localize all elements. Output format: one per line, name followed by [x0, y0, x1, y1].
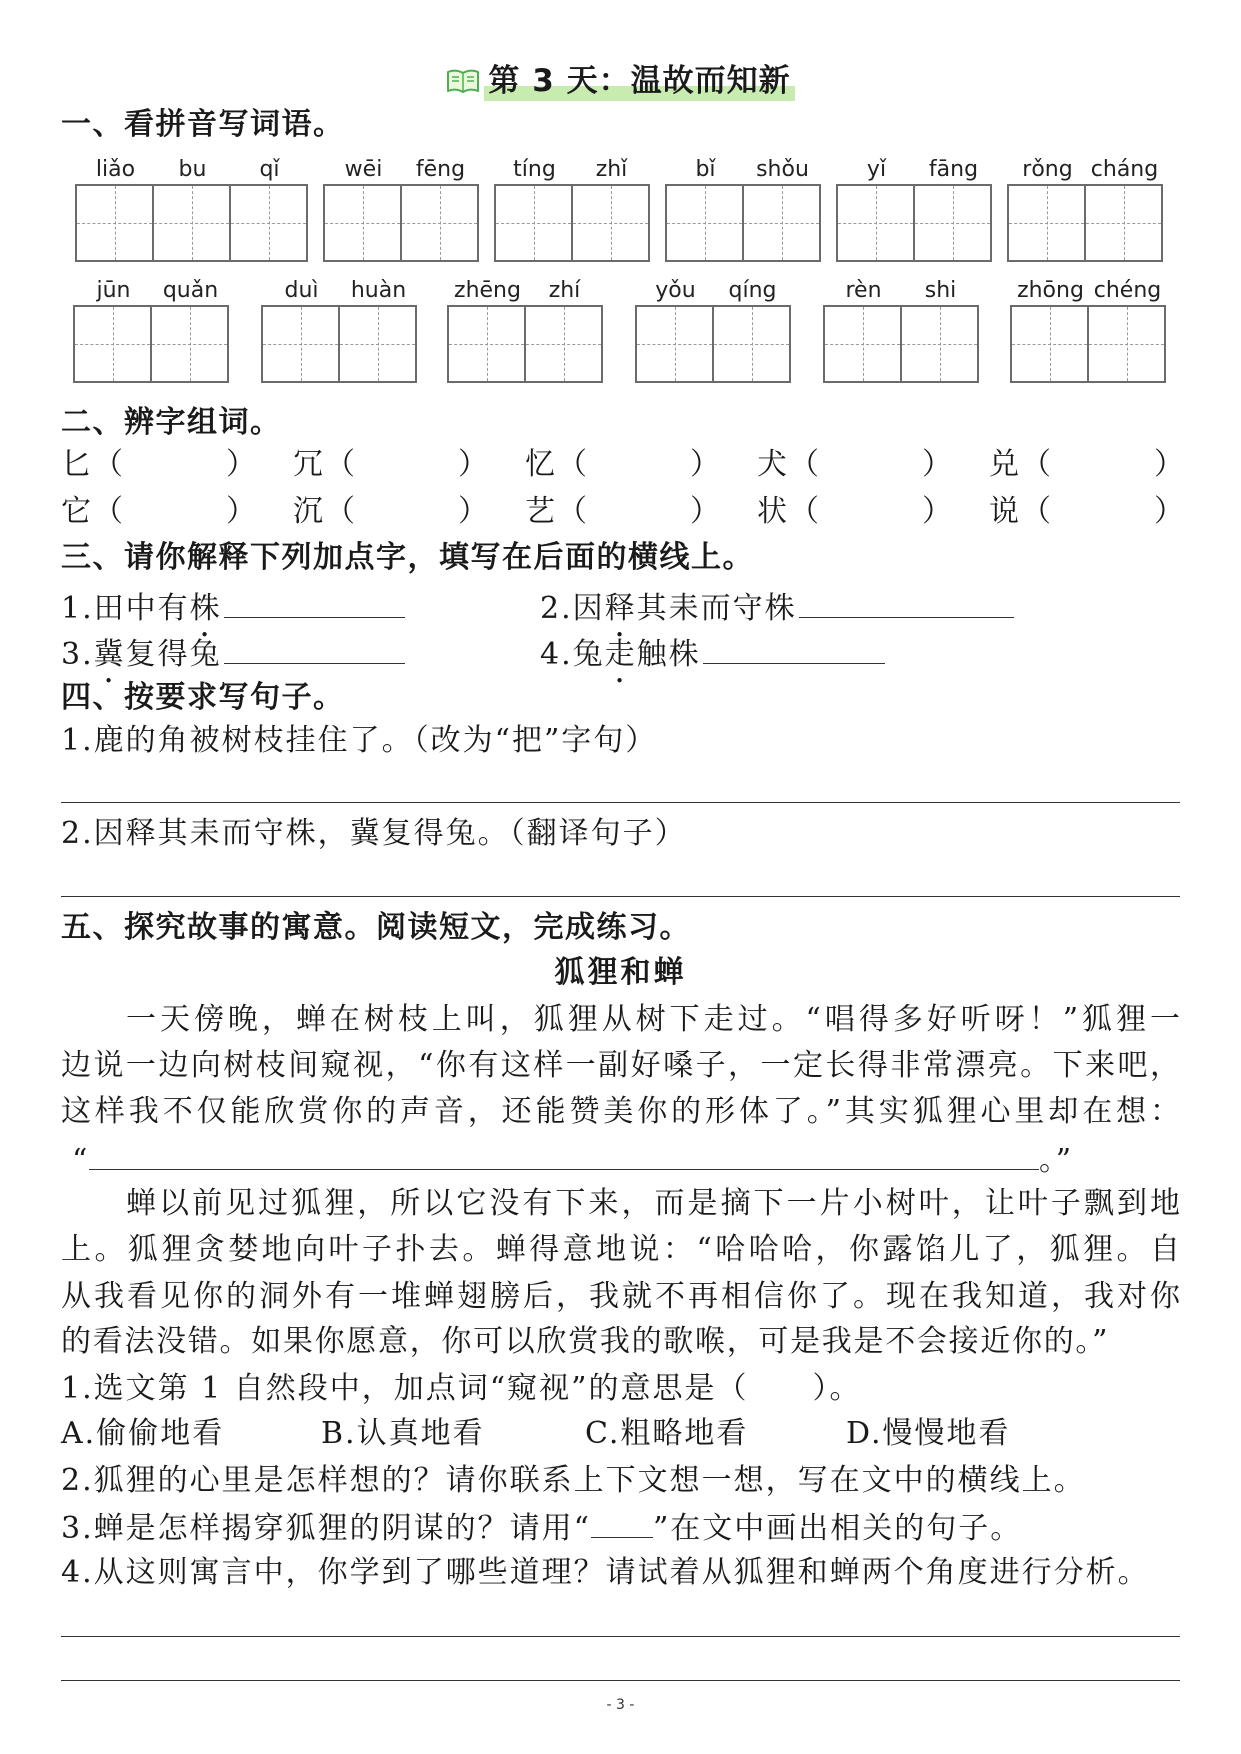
item-text: 复得兔 [125, 637, 222, 672]
pinyin: fāng [928, 157, 979, 182]
char: 沉 [293, 494, 323, 529]
reading-question-4: 4.从这则寓言中，你学到了哪些道理？请试着从狐狸和蝉两个角度进行分析。 [61, 1555, 1150, 1590]
open-paren: （ [789, 447, 819, 482]
tianzige-grid [447, 305, 603, 383]
tianzige-grid [823, 305, 979, 383]
writing-box [744, 186, 819, 260]
writing-box [902, 307, 977, 381]
passage-fill-in-line [72, 1139, 1073, 1175]
section-3-heading: 三、请你解释下列加点字，填写在后面的横线上。 [61, 540, 754, 575]
open-paren: （ [93, 494, 123, 529]
close-paren: ） [1154, 494, 1184, 529]
pinyin: chéng [1093, 278, 1162, 303]
page-title [0, 60, 1241, 102]
answer-blank [355, 494, 458, 530]
dotted-char: 株 [189, 591, 222, 626]
story-title: 狐狸和蝉 [554, 955, 687, 990]
dotted-char: 冀 [93, 637, 126, 672]
close-paren: ） [458, 447, 488, 482]
item-text: 其耒而守株 [636, 591, 797, 626]
section-4-heading: 四、按要求写句子。 [61, 680, 345, 715]
pinyin: qíng [728, 278, 777, 303]
writing-box [1012, 307, 1089, 381]
question-text: ”在文中画出相关的句子。 [652, 1511, 1023, 1546]
word-group [447, 271, 603, 383]
answer-blank [819, 494, 922, 530]
section-1-heading: 一、看拼音写词语。 [61, 107, 345, 142]
option-b: B.认真地看 [321, 1416, 485, 1451]
dotted-char: 走 [604, 637, 637, 672]
char-item [293, 447, 525, 483]
writing-box [526, 307, 601, 381]
char-item [989, 447, 1221, 483]
char-item [989, 494, 1221, 530]
tianzige-grid [261, 305, 417, 383]
underline-sample [591, 1509, 653, 1538]
pinyin: fēng [415, 157, 466, 182]
pinyin: huàn [350, 278, 407, 303]
char: 冗 [293, 447, 323, 482]
word-group [75, 150, 308, 262]
open-paren: （ [789, 494, 819, 529]
answer-blank [587, 447, 690, 483]
writing-box [263, 307, 340, 381]
open-paren: （ [557, 494, 587, 529]
char-item [757, 447, 989, 483]
dotted-char: 窥 [320, 1048, 354, 1083]
open-paren: （ [1021, 447, 1051, 482]
explain-item [540, 633, 885, 690]
item-text: 1.田中有 [61, 591, 190, 626]
pinyin: shǒu [756, 157, 809, 182]
pinyin: bu [178, 157, 207, 182]
answer-line [61, 1636, 1180, 1637]
char: 艺 [525, 494, 555, 529]
char: 匕 [61, 447, 91, 482]
char-row-2 [61, 494, 1221, 530]
writing-box [825, 307, 902, 381]
word-group [665, 150, 821, 262]
tianzige-grid [494, 184, 650, 262]
char-row-1 [61, 447, 1221, 483]
word-group [836, 150, 992, 262]
writing-box [838, 186, 915, 260]
answer-blank [819, 447, 922, 483]
pinyin: cháng [1090, 157, 1159, 182]
passage-line [61, 1048, 1180, 1084]
writing-box [573, 186, 648, 260]
pinyin: yǐ [866, 157, 887, 182]
option-c: C.粗略地看 [585, 1416, 749, 1451]
pinyin: duì [284, 278, 319, 303]
pinyin: jūn [96, 278, 131, 303]
char: 说 [989, 494, 1019, 529]
pinyin: tíng [513, 157, 556, 182]
tianzige-grid [73, 305, 229, 383]
word-group [261, 271, 417, 383]
passage-line: 蝉以前见过狐狸，所以它没有下来，而是摘下一片小树叶，让叶子飘到地 [126, 1186, 1180, 1221]
pinyin: yǒu [655, 278, 696, 303]
item-text: 4.兔 [540, 637, 605, 672]
answer-blank [1051, 447, 1154, 483]
tianzige-grid [1010, 305, 1166, 383]
answer-line [61, 1680, 1180, 1681]
answer-blank [123, 447, 226, 483]
passage-text: ，“你有这样一副好嗓子，一定长得非常漂亮。下来吧， [385, 1048, 1180, 1083]
item-text: 2.因 [540, 591, 605, 626]
reading-question-2: 2.狐狸的心里是怎样想的？请你联系上下文想一想，写在文中的横线上。 [61, 1463, 1086, 1498]
open-paren: （ [325, 494, 355, 529]
sentence-question-1: 1.鹿的角被树枝挂住了。（改为“把”字句） [61, 723, 658, 758]
close-paren: ） [922, 494, 952, 529]
char-item [61, 494, 293, 530]
pinyin: wēi [344, 157, 383, 182]
pinyin: quǎn [162, 278, 219, 303]
word-group [73, 271, 229, 383]
answer-line [224, 633, 405, 664]
passage-line: 这样我不仅能欣赏你的声音，还能赞美你的形体了。”其实狐狸心里却在想： [61, 1094, 1180, 1129]
writing-box [1089, 307, 1164, 381]
pinyin: shi [924, 278, 957, 303]
option-a: A.偷偷地看 [61, 1416, 225, 1451]
option-d: D.慢慢地看 [846, 1416, 1011, 1451]
answer-blank [123, 494, 226, 530]
answer-blank [587, 494, 690, 530]
sentence-question-2: 2.因释其耒而守株，冀复得兔。（翻译句子） [61, 816, 687, 851]
item-text: 3. [61, 637, 94, 672]
word-group [1007, 150, 1163, 262]
close-paren: ） [690, 494, 720, 529]
tianzige-grid [75, 184, 308, 262]
writing-box [402, 186, 477, 260]
section-5-heading: 五、探究故事的寓意。阅读短文，完成练习。 [61, 910, 691, 945]
open-paren: （ [557, 447, 587, 482]
writing-box [496, 186, 573, 260]
answer-line [224, 587, 405, 618]
tianzige-grid [665, 184, 821, 262]
close-paren: ） [458, 494, 488, 529]
writing-box [231, 186, 306, 260]
answer-line [703, 633, 885, 664]
writing-box [77, 186, 154, 260]
char-item [525, 447, 757, 483]
pinyin: bǐ [695, 157, 716, 182]
close-paren: ） [1154, 447, 1184, 482]
char-item [293, 494, 525, 530]
pinyin: zhōng [1017, 278, 1084, 303]
writing-box [714, 307, 789, 381]
char: 状 [757, 494, 787, 529]
writing-box [637, 307, 714, 381]
answer-blank [1051, 494, 1154, 530]
tianzige-grid [1007, 184, 1163, 262]
close-paren: ） [226, 494, 256, 529]
answer-line [61, 896, 1180, 897]
open-quote: “ [72, 1143, 90, 1175]
writing-box [340, 307, 415, 381]
title-text: 第 3 天：温故而知新 [484, 61, 794, 101]
writing-box [154, 186, 231, 260]
writing-box [152, 307, 227, 381]
passage-text: 边说一边向树枝间 [61, 1048, 321, 1083]
close-quote: 。” [1039, 1143, 1073, 1175]
dotted-char: 视 [353, 1048, 386, 1083]
word-group [323, 150, 479, 262]
char-item [525, 494, 757, 530]
pinyin: qǐ [259, 157, 280, 182]
writing-box [1009, 186, 1086, 260]
pinyin: zhǐ [595, 157, 628, 182]
char: 忆 [525, 447, 555, 482]
word-group [1010, 271, 1166, 383]
dotted-char: 释 [604, 591, 637, 626]
writing-box [449, 307, 526, 381]
item-text: 触株 [636, 637, 701, 672]
char: 兑 [989, 447, 1019, 482]
open-paren: （ [1021, 494, 1051, 529]
passage-line: 的看法没错。如果你愿意，你可以欣赏我的歌喉，可是我是不会接近你的。” [61, 1324, 1110, 1359]
pinyin: liǎo [95, 157, 136, 182]
close-paren: ） [922, 447, 952, 482]
writing-box [325, 186, 402, 260]
pinyin: rǒng [1022, 157, 1073, 182]
open-paren: （ [325, 447, 355, 482]
answer-blank [355, 447, 458, 483]
passage-line: 从我看见你的洞外有一堆蝉翅膀后，我就不再相信你了。现在我知道，我对你 [61, 1279, 1180, 1314]
open-paren: （ [93, 447, 123, 482]
pinyin: rèn [845, 278, 882, 303]
writing-box [1086, 186, 1161, 260]
word-group [494, 150, 650, 262]
reading-question-3 [61, 1509, 1022, 1547]
question-text: 3.蝉是怎样揭穿狐狸的阴谋的？请用“ [61, 1511, 591, 1546]
char: 它 [61, 494, 91, 529]
reading-question-1: 1.选文第 1 自然段中，加点词“窥视”的意思是（ ）。 [61, 1371, 862, 1406]
tianzige-grid [323, 184, 479, 262]
pinyin: zhí [548, 278, 581, 303]
tianzige-grid [836, 184, 992, 262]
book-icon [446, 68, 480, 94]
writing-box [75, 307, 152, 381]
pinyin: zhēng [454, 278, 521, 303]
tianzige-grid [635, 305, 791, 383]
char-item [61, 447, 293, 483]
writing-box [915, 186, 990, 260]
char: 犬 [757, 447, 787, 482]
passage-line: 一天傍晚，蝉在树枝上叫，狐狸从树下走过。“唱得多好听呀！”狐狸一 [126, 1002, 1180, 1037]
close-paren: ） [226, 447, 256, 482]
answer-line [89, 1139, 1039, 1170]
word-group [823, 271, 979, 383]
char-item [757, 494, 989, 530]
writing-box [667, 186, 744, 260]
section-2-heading: 二、辨字组词。 [61, 405, 282, 440]
page-number: - 3 - [606, 1697, 635, 1713]
close-paren: ） [690, 447, 720, 482]
passage-line: 上。狐狸贪婪地向叶子扑去。蝉得意地说：“哈哈哈，你露馅儿了，狐狸。自 [61, 1232, 1180, 1267]
word-group [635, 271, 791, 383]
answer-line [799, 587, 1014, 618]
answer-line [61, 802, 1180, 803]
